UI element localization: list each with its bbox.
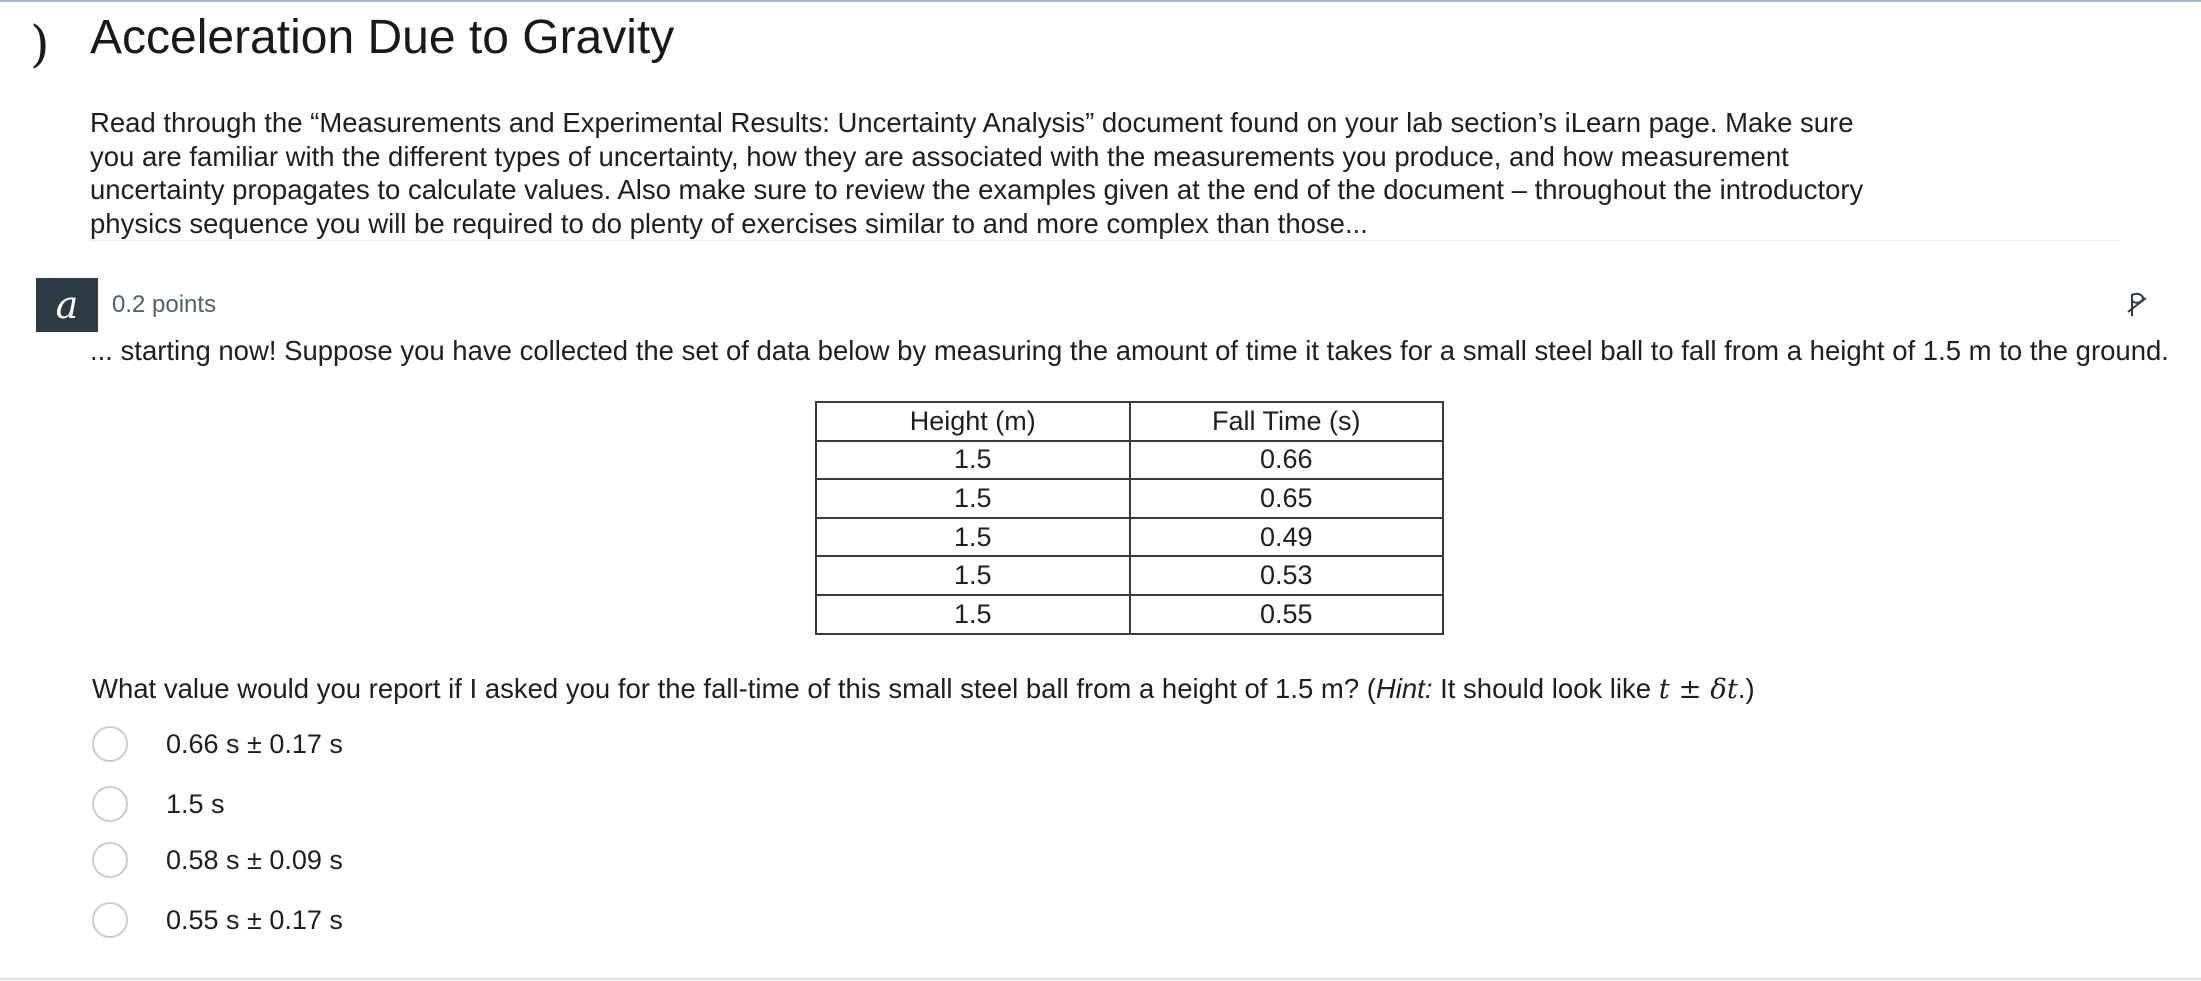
- height-cell: 1.5: [816, 595, 1130, 634]
- prompt-text: What value would you report if I asked you for the fall-time of this small steel ball from a height of 1.5 m? (: [92, 673, 1376, 704]
- question-intro: Read through the “Measurements and Experimental Results: Uncertainty Analysis” document found on your lab section’s iLearn page. Make sure you are familiar with the different types of uncertainty, how they are associated with the measurements you produce, and how measurement uncertainty propagates to calculate values. Also make sure to review the examples given at the end of the document – throughout the introductory physics sequence you will be required to do plenty of exercises similar to and more complex than those...: [90, 107, 1864, 239]
- answer-option-1[interactable]: [92, 724, 343, 764]
- bottom-border: [0, 978, 2201, 980]
- answer-option-4[interactable]: [92, 900, 343, 940]
- table-header-row: [816, 402, 1443, 441]
- hint-text: It should look like: [1432, 673, 1659, 704]
- question-number: ): [30, 15, 50, 73]
- answer-option-label: 0.55 s ± 0.17 s: [166, 904, 343, 935]
- table-row: [816, 479, 1443, 518]
- table-row: [816, 556, 1443, 595]
- table-row: [816, 518, 1443, 557]
- fall-time-cell: 0.66: [1130, 441, 1444, 480]
- flag-icon[interactable]: [2126, 290, 2148, 318]
- radio-button[interactable]: [92, 726, 128, 762]
- top-border: [0, 0, 2201, 2]
- hint-formula: t ± δt: [1658, 673, 1738, 705]
- fall-time-cell: 0.53: [1130, 556, 1444, 595]
- intro-divider: [90, 240, 2120, 241]
- answer-option-2[interactable]: [92, 784, 225, 824]
- column-header-fall-time: Fall Time (s): [1130, 402, 1444, 441]
- column-header-height: Height (m): [816, 402, 1130, 441]
- answer-option-label: 1.5 s: [166, 788, 225, 819]
- radio-button[interactable]: [92, 902, 128, 938]
- radio-button[interactable]: [92, 842, 128, 878]
- question-prompt: [92, 672, 2172, 706]
- data-table: [815, 401, 1444, 635]
- part-label-badge: a: [36, 278, 98, 332]
- prompt-end: .): [1737, 673, 1755, 704]
- hint-label: Hint:: [1375, 673, 1433, 704]
- fall-time-cell: 0.65: [1130, 479, 1444, 518]
- height-cell: 1.5: [816, 518, 1130, 557]
- fall-time-cell: 0.49: [1130, 518, 1444, 557]
- part-description: ... starting now! Suppose you have collected the set of data below by measuring the amount of time it takes for a small steel ball to fall from a height of 1.5 m to the ground.: [90, 335, 2169, 366]
- radio-button[interactable]: [92, 786, 128, 822]
- table-row: [816, 441, 1443, 480]
- height-cell: 1.5: [816, 556, 1130, 595]
- table-row: [816, 595, 1443, 634]
- question-title: Acceleration Due to Gravity: [90, 11, 675, 64]
- height-cell: 1.5: [816, 441, 1130, 480]
- answer-option-label: 0.58 s ± 0.09 s: [166, 844, 343, 875]
- fall-time-cell: 0.55: [1130, 595, 1444, 634]
- answer-option-label: 0.66 s ± 0.17 s: [166, 728, 343, 759]
- height-cell: 1.5: [816, 479, 1130, 518]
- points-label: 0.2 points: [112, 291, 217, 318]
- answer-option-3[interactable]: [92, 840, 343, 880]
